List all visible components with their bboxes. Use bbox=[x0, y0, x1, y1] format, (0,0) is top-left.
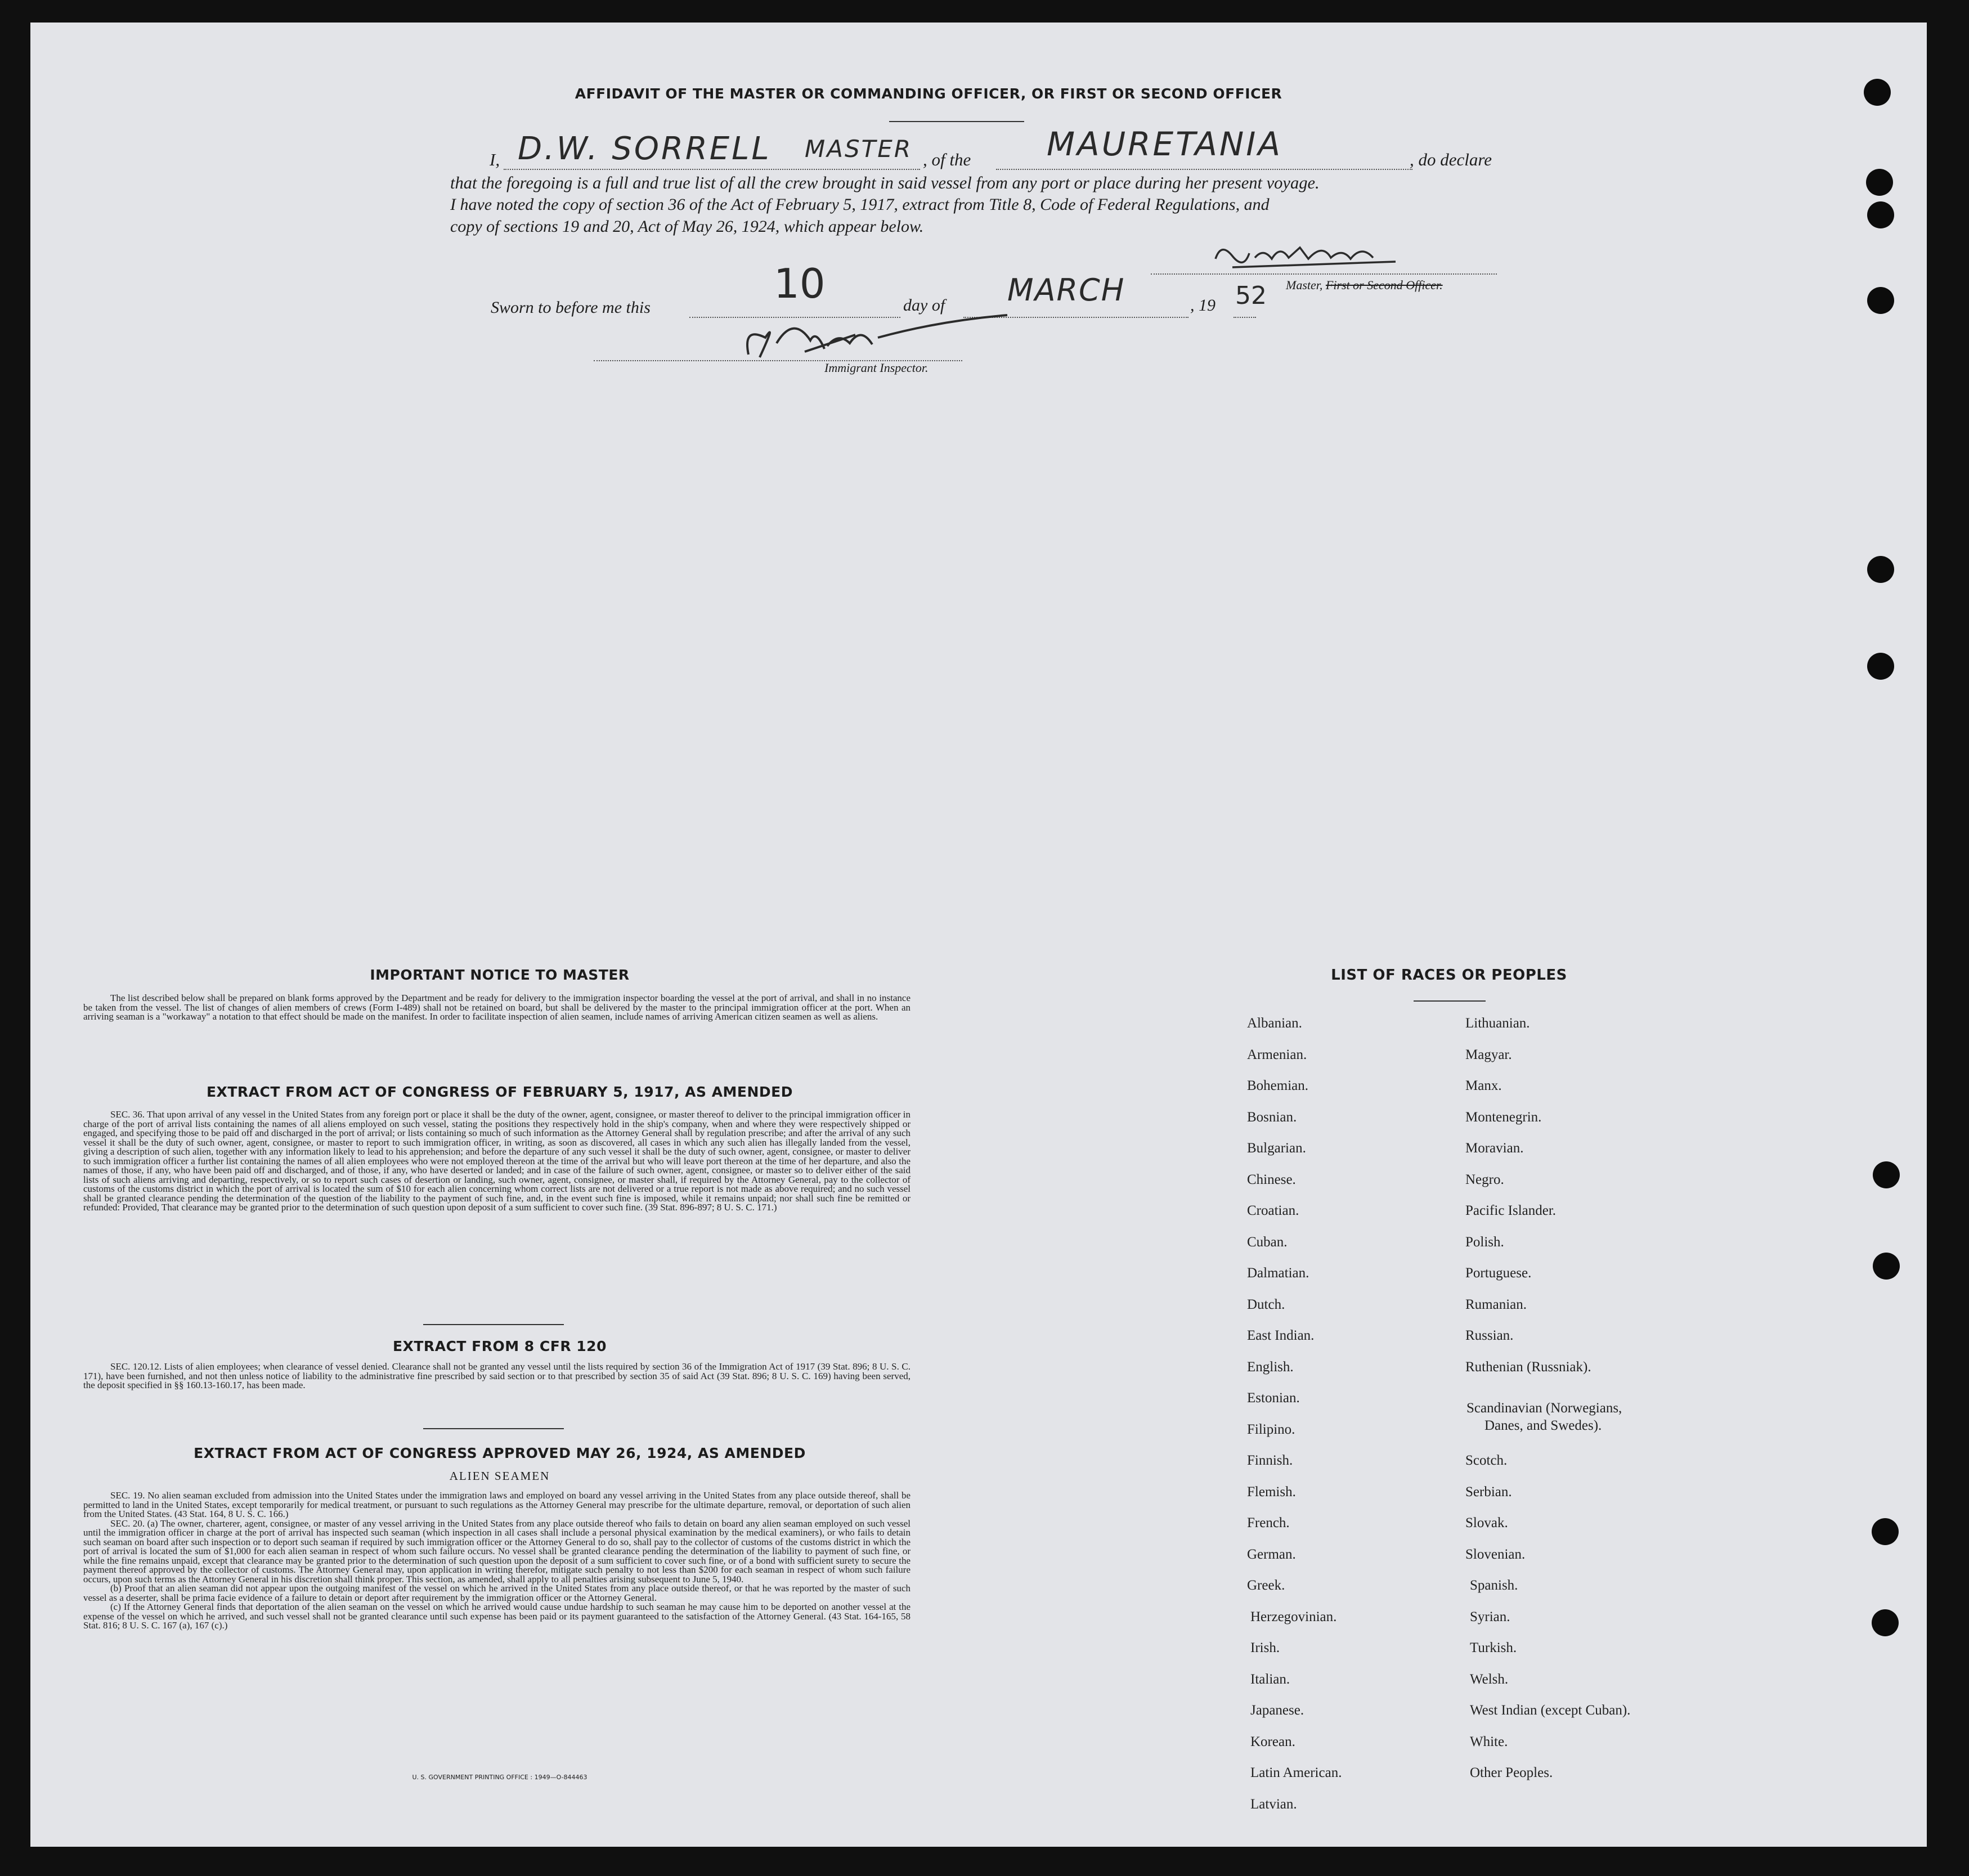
race-item: Latvian. bbox=[1250, 1796, 1297, 1812]
rank-handwritten[interactable]: MASTER bbox=[805, 135, 913, 163]
race-item: Slovak. bbox=[1465, 1515, 1508, 1531]
race-item: Italian. bbox=[1250, 1671, 1290, 1687]
race-item: Montenegrin. bbox=[1465, 1109, 1542, 1125]
race-item: Bulgarian. bbox=[1247, 1141, 1306, 1156]
affidavit-line-4: copy of sections 19 and 20, Act of May 26, 1924, which appear below. bbox=[450, 217, 924, 236]
race-item: Syrian. bbox=[1470, 1609, 1510, 1624]
section-20b-text: (b) Proof that an alien seaman did not appear upon the outgoing manifest of the vessel on which he arrived in the United States from any place outside thereof, or that he was reported by the master of such vessel as a deserter, shall be prima facie evidence of a failure to detain or deport after requirement by the immigration officer or the Attorney General. bbox=[83, 1583, 911, 1603]
race-item: Lithuanian. bbox=[1465, 1016, 1530, 1031]
extract-1924-body bbox=[83, 1491, 911, 1631]
master-signature-line bbox=[1151, 273, 1497, 275]
race-item: Pacific Islander. bbox=[1465, 1203, 1557, 1218]
race-item: Bosnian. bbox=[1247, 1109, 1297, 1125]
race-item: Spanish. bbox=[1470, 1578, 1518, 1593]
race-item: Portuguese. bbox=[1465, 1265, 1532, 1281]
divider bbox=[423, 1324, 564, 1325]
race-item: Japanese. bbox=[1250, 1703, 1304, 1718]
race-item: Other Peoples. bbox=[1470, 1765, 1553, 1780]
race-item: Dalmatian. bbox=[1247, 1265, 1309, 1281]
year-handwritten[interactable]: 52 bbox=[1235, 281, 1267, 310]
race-item: French. bbox=[1247, 1515, 1290, 1531]
of-the-text: , of the bbox=[923, 150, 971, 169]
punch-hole bbox=[1873, 1253, 1900, 1280]
section-20a-text: SEC. 20. (a) The owner, charterer, agent, consignee, or master of any vessel arriving in the United States from any place outside thereof who fails to detain on board any alien seaman employed on such vessel until the immigration officer in charge at the port of arrival has inspected such seaman (which inspection in all cases shall include a personal physical examination by the medical examiners), or who fails to detain such seaman on board after such inspection or to deport such seaman if required by such immigration officer or the Attorney General to do so, shall pay to the collector of customs of the customs district in which the port of arrival is located the sum of $1,000 for each alien seaman in respect of whom such failure occurs. No vessel shall be granted clearance pending the determination of the liability to payment of such fine, or while the fine remains unpaid, except that clearance may be granted prior to the determination of such question upon the deposit of a sum sufficient to cover such fine, or of a bond with sufficient surety to secure the payment thereof approved by the collector of customs. The Attorney General may, upon application in writing therefor, mitigate such penalty to not less than $200 for each seaman in respect of whom such failure occurs, upon such terms as the Attorney General in his discretion shall think proper. This section, as amended, shall apply to all penalties arising subsequent to June 5, 1940. bbox=[83, 1518, 911, 1585]
punch-hole bbox=[1867, 653, 1894, 680]
race-item: Rumanian. bbox=[1465, 1296, 1527, 1312]
race-item: Korean. bbox=[1250, 1734, 1295, 1749]
punch-hole bbox=[1867, 556, 1894, 583]
race-item: Cuban. bbox=[1247, 1234, 1288, 1250]
race-item: Flemish. bbox=[1247, 1484, 1296, 1500]
race-item: Turkish. bbox=[1470, 1640, 1517, 1655]
do-declare-text: , do declare bbox=[1410, 150, 1492, 169]
affidavit-line-2: that the foregoing is a full and true list of all the crew brought in said vessel from any port or place during her present voyage. bbox=[450, 173, 1320, 192]
race-item: Chinese. bbox=[1247, 1172, 1296, 1187]
year-prefix-text: , 19 bbox=[1190, 296, 1216, 315]
section-19-text: SEC. 19. No alien seaman excluded from admission into the United States under the immigration laws and employed on board any vessel arriving in the United States from any place outside thereof, shall be permitted to land in the United States, except temporarily for medical treatment, or pursuant to such regulations as the Attorney General may prescribe for the ultimate departure, removal, or deportation of such alien from the United States. (43 Stat. 164, 8 U. S. C. 166.) bbox=[83, 1490, 911, 1519]
race-item: English. bbox=[1247, 1359, 1294, 1375]
race-item: Albanian. bbox=[1247, 1016, 1302, 1031]
punch-hole bbox=[1872, 1518, 1899, 1545]
punch-hole bbox=[1866, 169, 1893, 196]
extract-1924-title: EXTRACT FROM ACT OF CONGRESS APPROVED MAY 26, 1924, AS AMENDED bbox=[194, 1445, 806, 1461]
year-blank bbox=[1234, 317, 1256, 318]
struck-officer-text: First or Second Officer. bbox=[1325, 278, 1443, 292]
name-blank bbox=[504, 169, 920, 170]
extract-1917-title: EXTRACT FROM ACT OF CONGRESS OF FEBRUARY 5, 1917, AS AMENDED bbox=[206, 1084, 793, 1100]
race-item: Serbian. bbox=[1465, 1484, 1512, 1500]
notice-body bbox=[83, 994, 911, 1022]
master-caption bbox=[1286, 278, 1443, 293]
vessel-blank bbox=[996, 169, 1412, 170]
race-item: Finnish. bbox=[1247, 1453, 1293, 1468]
race-item: Latin American. bbox=[1250, 1765, 1342, 1780]
race-item: White. bbox=[1470, 1734, 1508, 1749]
month-handwritten[interactable]: MARCH bbox=[1007, 272, 1125, 308]
race-item: Danes, and Swedes). bbox=[1484, 1418, 1602, 1433]
race-item: Scandinavian (Norwegians, bbox=[1466, 1401, 1622, 1416]
extract-cfr-body bbox=[83, 1362, 911, 1390]
punch-hole bbox=[1872, 1609, 1899, 1636]
day-handwritten[interactable]: 10 bbox=[774, 260, 826, 307]
race-item: Negro. bbox=[1465, 1172, 1504, 1187]
vessel-name-handwritten[interactable]: MAURETANIA bbox=[1047, 125, 1283, 163]
day-of-text: day of bbox=[903, 296, 945, 315]
punch-hole bbox=[1867, 287, 1894, 314]
affidavit-i: I, bbox=[490, 150, 500, 169]
race-item: Scotch. bbox=[1465, 1453, 1508, 1468]
race-item: Moravian. bbox=[1465, 1141, 1524, 1156]
race-item: Irish. bbox=[1250, 1640, 1280, 1655]
extract-cfr-title: EXTRACT FROM 8 CFR 120 bbox=[393, 1338, 607, 1354]
race-item: Ruthenian (Russniak). bbox=[1465, 1359, 1591, 1375]
notice-paragraph: The list described below shall be prepared on blank forms approved by the Department and be ready for delivery to the immigration inspector boarding the vessel at the port of arrival, and shall in no instance be taken from the vessel. The list of changes of alien members of crews (Form I-489) shall not be retained on board, but shall be delivered by the master to the principal immigration officer at the port. When an arriving seaman is a "workaway" a notation to that effect should be made on the manifest. In order to facilitate inspection of alien seamen, include names of arriving American citizen seamen as well as aliens. bbox=[83, 993, 911, 1022]
inspector-caption: Immigrant Inspector. bbox=[824, 361, 929, 375]
affidavit-title: AFFIDAVIT OF THE MASTER OR COMMANDING OFFICER, OR FIRST OR SECOND OFFICER bbox=[575, 86, 1282, 102]
divider bbox=[889, 121, 1024, 122]
inspector-signature bbox=[726, 304, 1019, 366]
race-item: German. bbox=[1247, 1546, 1296, 1562]
section-20c-text: (c) If the Attorney General finds that deportation of the alien seaman on the vessel on which he arrived would cause undue hardship to such seaman he may cause him to be deported on another vessel at the expense of the vessel on which he arrived, and such vessel shall not be granted clearance until such expense has been paid or its payment guaranteed to the satisfaction of the Attorney General. (43 Stat. 164-165, 58 Stat. 816; 8 U. S. C. 167 (a), 167 (c).) bbox=[83, 1601, 911, 1631]
race-item: Manx. bbox=[1465, 1078, 1502, 1093]
race-item: Herzegovinian. bbox=[1250, 1609, 1337, 1624]
affidavit-line-3: I have noted the copy of section 36 of the Act of February 5, 1917, extract from Title 8, Code of Federal Regulations, and bbox=[450, 195, 1270, 214]
extract-1917-body bbox=[83, 1110, 911, 1213]
section-36-text: SEC. 36. That upon arrival of any vessel in the United States from any foreign port or place it shall be the duty of the owner, agent, consignee, or master thereof to deliver to the principal immigration officer in charge of the port of arrival lists containing the names of all aliens employed on such vessel, stating the positions they respectively hold in the ship's company, when and where they were respectively shipped or engaged, and specifying those to be paid off and discharged in the port of arrival; or lists containing so much of such information as the Attorney General shall by regulation prescribe; and after the arrival of any such vessel it shall be the duty of such owner, agent, consignee, or master to report to such immigration officer, in writing, as soon as discovered, all cases in which any such alien has illegally landed from the vessel, giving a description of such alien, together with any information likely to lead to his apprehension; and before the departure of any such vessel it shall be the duty of such owner, agent, consignee, or master to deliver to such immigration officer a further list containing the names of all alien employees who were not employed thereon at the time of the arrival but who will leave port thereon at the time of her departure, and also the names of those, if any, who have been paid off and discharged, and of those, if any, who have deserted or landed; and in case of the failure of such owner, agent, consignee, or master so to deliver either of the said lists of such aliens arriving and departing, respectively, or so to report such cases of desertion or landing, such owner, agent, consignee, or master shall, if required by the Attorney General, pay to the collector of customs of the customs district in which the port of arrival is located the sum of $10 for each alien concerning whom correct lists are not delivered or a true report is not made as above required; and no such vessel shall be granted clearance pending the determination of the question of the liability to the payment of such fine, and, in the event such fine is imposed, while it remains unpaid; nor shall such fine be remitted or refunded: Provided, That clearance may be granted prior to the determination of such question upon deposit of a sum sufficient to cover such fine. (39 Stat. 896-897; 8 U. S. C. 171.) bbox=[83, 1109, 911, 1213]
race-item: Armenian. bbox=[1247, 1047, 1307, 1062]
race-item: Croatian. bbox=[1247, 1203, 1299, 1218]
punch-hole bbox=[1864, 79, 1891, 106]
master-name-handwritten[interactable]: D.W. SORRELL bbox=[518, 131, 772, 167]
race-item: Estonian. bbox=[1247, 1390, 1300, 1406]
printing-office-footer: U. S. GOVERNMENT PRINTING OFFICE : 1949—O-844463 bbox=[412, 1774, 587, 1781]
notice-title: IMPORTANT NOTICE TO MASTER bbox=[370, 967, 630, 983]
race-item: West Indian (except Cuban). bbox=[1470, 1703, 1631, 1718]
section-120-12-text: SEC. 120.12. Lists of alien employees; when clearance of vessel denied. Clearance shall not be granted any vessel until the lists required by section 36 of the Immigration Act of 1917 (39 Stat. 896; 8 U. S. C. 171), have been furnished, and not then unless notice of liability to the administrative fine prescribed by said section or to that prescribed by section 35 of said Act (39 Stat. 896; 8 U. S. C. 169) having been served, the deposit specified in §§ 160.13-160.17, has been made. bbox=[83, 1361, 911, 1390]
race-item: Russian. bbox=[1465, 1328, 1514, 1343]
master-caption-prefix: Master, bbox=[1286, 278, 1323, 292]
master-signature bbox=[1210, 236, 1401, 276]
sworn-text: Sworn to before me this bbox=[491, 298, 651, 317]
alien-seamen-subtitle: ALIEN SEAMEN bbox=[449, 1469, 550, 1483]
punch-hole bbox=[1867, 201, 1894, 228]
race-item: Bohemian. bbox=[1247, 1078, 1309, 1093]
race-item: Welsh. bbox=[1470, 1671, 1509, 1687]
punch-hole bbox=[1873, 1161, 1900, 1188]
races-title: LIST OF RACES OR PEOPLES bbox=[1331, 967, 1567, 984]
divider bbox=[1414, 1000, 1486, 1002]
race-item: Dutch. bbox=[1247, 1296, 1285, 1312]
race-item: Magyar. bbox=[1465, 1047, 1512, 1062]
race-item: Slovenian. bbox=[1465, 1546, 1526, 1562]
divider bbox=[423, 1428, 564, 1429]
race-item: Polish. bbox=[1465, 1234, 1504, 1250]
race-item: Filipino. bbox=[1247, 1421, 1295, 1437]
race-item: Greek. bbox=[1247, 1578, 1285, 1593]
race-item: East Indian. bbox=[1247, 1328, 1315, 1343]
